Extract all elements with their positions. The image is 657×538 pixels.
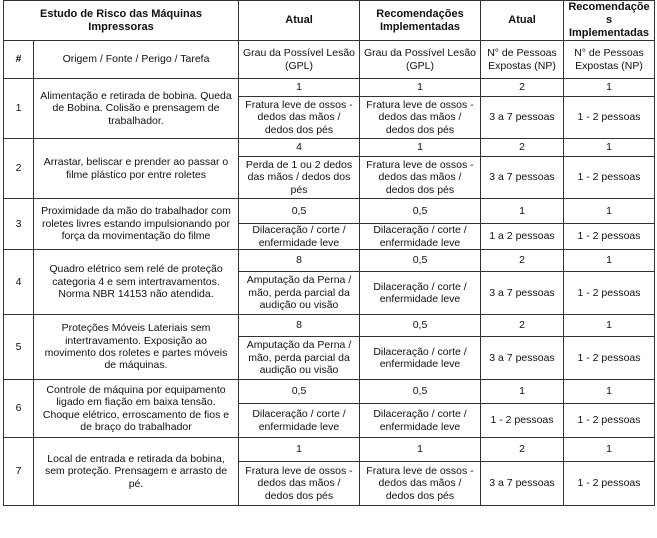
np-recomendacoes-value: 1 [564,380,655,404]
gpl-atual-value: 1 [239,79,360,97]
np-atual-description: 1 - 2 pessoas [481,404,564,438]
gpl-recomendacoes-description: Dilaceração / corte / enfermidade leve [360,404,481,438]
gpl-recomendacoes-value: 0,5 [360,199,481,224]
gpl-atual-value: 0,5 [239,199,360,224]
gpl-atual-value: 0,5 [239,380,360,404]
risk-number: 7 [4,438,34,506]
np-atual-description: 1 a 2 pessoas [481,224,564,250]
gpl-atual-description: Fratura leve de ossos - dedos das mãos / dedos dos pés [239,462,360,506]
gpl-atual-description: Dilaceração / corte / enfermidade leve [239,224,360,250]
np-atual-description: 3 a 7 pessoas [481,272,564,315]
np-atual-value: 2 [481,79,564,97]
np-recomendacoes-description: 1 - 2 pessoas [564,157,655,199]
np-atual-value: 1 [481,199,564,224]
np-atual-value: 2 [481,250,564,272]
np-recomendacoes-description: 1 - 2 pessoas [564,337,655,380]
risk-description: Proximidade da mão do trabalhador com roletes livres estando impulsionando por força da movimentação do filme [34,199,239,250]
np-recomendacoes-description: 1 - 2 pessoas [564,462,655,506]
gpl-recomendacoes-description: Dilaceração / corte / enfermidade leve [360,272,481,315]
np-recomendacoes-value: 1 [564,438,655,462]
risk-description: Quadro elétrico sem relé de proteção categoria 4 e sem intertravamentos. Norma NBR 14153 não atendida. [34,250,239,315]
gpl-recomendacoes-description: Dilaceração / corte / enfermidade leve [360,337,481,380]
np-atual-description: 3 a 7 pessoas [481,97,564,139]
np-recomendacoes-description: 1 - 2 pessoas [564,272,655,315]
gpl-atual-value: 8 [239,315,360,337]
table-row [4,438,655,462]
gpl-recomendacoes-value: 1 [360,139,481,157]
np-atual-description: 3 a 7 pessoas [481,157,564,199]
np-atual-value: 1 [481,380,564,404]
col-header-np-atual: N° de Pessoas Expostas (NP) [481,41,564,79]
gpl-recomendacoes-value: 1 [360,79,481,97]
risk-study-table [3,0,655,506]
risk-number: 3 [4,199,34,250]
np-atual-value: 2 [481,438,564,462]
np-recomendacoes-value: 1 [564,199,655,224]
risk-description: Arrastar, beliscar e prender ao passar o filme plástico por entre roletes [34,139,239,199]
np-recomendacoes-description: 1 - 2 pessoas [564,404,655,438]
gpl-atual-value: 1 [239,438,360,462]
risk-number: 5 [4,315,34,380]
np-recomendacoes-description: 1 - 2 pessoas [564,97,655,139]
np-recomendacoes-value: 1 [564,250,655,272]
risk-number: 1 [4,79,34,139]
col-header-number: # [4,41,34,79]
column-header-row [4,41,655,79]
gpl-recomendacoes-value: 1 [360,438,481,462]
col-header-gpl-atual: Grau da Possível Lesão (GPL) [239,41,360,79]
gpl-recomendacoes-description: Fratura leve de ossos - dedos das mãos / dedos dos pés [360,462,481,506]
table-title-row [4,1,655,41]
gpl-atual-description: Amputação da Perna / mão, perda parcial da audição ou visão [239,337,360,380]
gpl-recomendacoes-value: 0,5 [360,250,481,272]
table-row [4,139,655,157]
gpl-recomendacoes-value: 0,5 [360,315,481,337]
np-atual-description: 3 a 7 pessoas [481,337,564,380]
gpl-recomendacoes-description: Dilaceração / corte / enfermidade leve [360,224,481,250]
risk-number: 4 [4,250,34,315]
table-row [4,315,655,337]
np-recomendacoes-description: 1 - 2 pessoas [564,224,655,250]
gpl-atual-value: 8 [239,250,360,272]
gpl-recomendacoes-description: Fratura leve de ossos - dedos das mãos / dedos dos pés [360,157,481,199]
risk-table-body [4,79,655,506]
table-row [4,380,655,404]
header-recomendacoes-np: Recomendações Implementadas [564,1,655,41]
table-row [4,199,655,224]
risk-number: 2 [4,139,34,199]
np-recomendacoes-value: 1 [564,315,655,337]
gpl-atual-description: Fratura leve de ossos - dedos das mãos / dedos dos pés [239,97,360,139]
np-atual-value: 2 [481,315,564,337]
table-row [4,250,655,272]
table-row [4,79,655,97]
gpl-atual-value: 4 [239,139,360,157]
np-atual-description: 3 a 7 pessoas [481,462,564,506]
risk-description: Alimentação e retirada de bobina. Queda de Bobina. Colisão e prensagem de trabalhador. [34,79,239,139]
risk-description: Local de entrada e retirada da bobina, sem proteção. Prensagem e arrasto de pé. [34,438,239,506]
header-atual-np: Atual [481,1,564,41]
np-atual-value: 2 [481,139,564,157]
header-recomendacoes-gpl: Recomendações Implementadas [360,1,481,41]
gpl-recomendacoes-description: Fratura leve de ossos - dedos das mãos / dedos dos pés [360,97,481,139]
risk-description: Controle de máquina por equipamento ligado em fiação em baixa tensão. Choque elétrico, erroscamento de fios e de braço do trabalhador [34,380,239,438]
gpl-atual-description: Perda de 1 ou 2 dedos das mãos / dedos dos pés [239,157,360,199]
np-recomendacoes-value: 1 [564,139,655,157]
table-title: Estudo de Risco das Máquinas Impressoras [4,1,239,41]
header-atual-gpl: Atual [239,1,360,41]
risk-number: 6 [4,380,34,438]
gpl-atual-description: Dilaceração / corte / enfermidade leve [239,404,360,438]
gpl-atual-description: Amputação da Perna / mão, perda parcial da audição ou visão [239,272,360,315]
risk-study-page [3,0,654,538]
col-header-gpl-recomendacoes: Grau da Possível Lesão (GPL) [360,41,481,79]
np-recomendacoes-value: 1 [564,79,655,97]
col-header-origem: Origem / Fonte / Perigo / Tarefa [34,41,239,79]
col-header-np-recomendacoes: N° de Pessoas Expostas (NP) [564,41,655,79]
risk-description: Proteções Móveis Lateriais sem intertravamento. Exposição ao movimento dos roletes e partes móveis de máquinas. [34,315,239,380]
gpl-recomendacoes-value: 0,5 [360,380,481,404]
